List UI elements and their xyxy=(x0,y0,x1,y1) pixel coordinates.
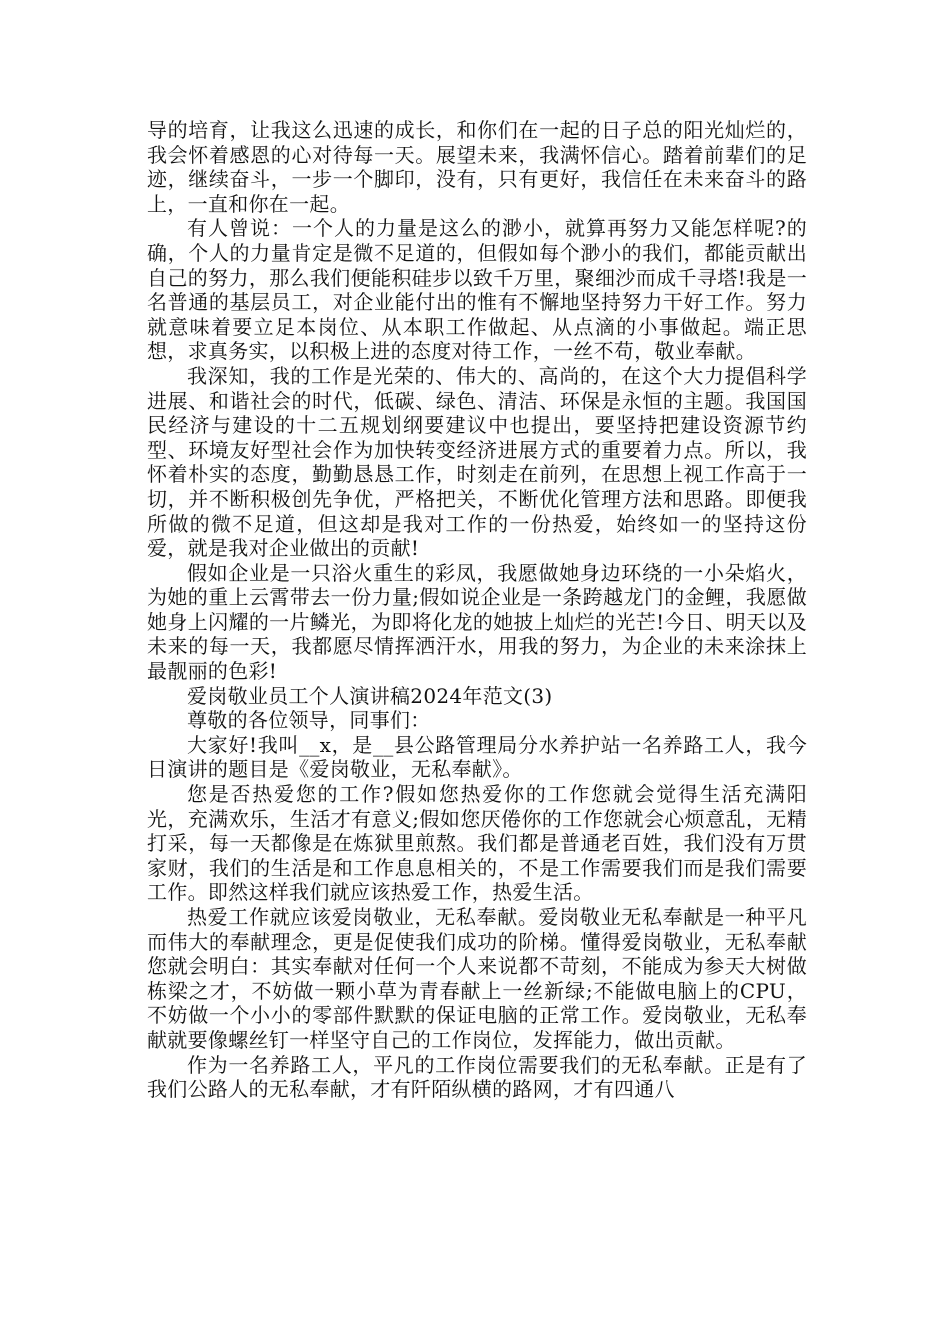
document-body xyxy=(147,118,807,1102)
paragraph: 作为一名养路工人，平凡的工作岗位需要我们的无私奉献。正是有了我们公路人的无私奉献，才有阡陌纵横的路网，才有四通八 xyxy=(147,1052,807,1102)
paragraph: 热爱工作就应该爱岗敬业，无私奉献。爱岗敬业无私奉献是一种平凡而伟大的奉献理念，更是促使我们成功的阶梯。懂得爱岗敬业，无私奉献您就会明白：其实奉献对任何一个人来说都不苛刻，不能成为参天大树做栋梁之才，不妨做一颗小草为青春献上一丝新绿;不能做电脑上的CPU，不妨做一个小小的零部件默默的保证电脑的正常工作。爱岗敬业，无私奉献就要像螺丝钉一样坚守自己的工作岗位，发挥能力，做出贡献。 xyxy=(147,905,807,1052)
paragraph-continuation: 导的培育，让我这么迅速的成长，和你们在一起的日子总的阳光灿烂的，我会怀着感恩的心对待每一天。展望未来，我满怀信心。踏着前辈们的足迹，继续奋斗，一步一个脚印，没有，只有更好，我信任在未来奋斗的路上，一直和你在一起。 xyxy=(147,118,807,216)
salutation: 尊敬的各位领导，同事们： xyxy=(187,708,431,733)
paragraph: 我深知，我的工作是光荣的、伟大的、高尚的，在这个大力提倡科学进展、和谐社会的时代，低碳、绿色、清洁、环保是永恒的主题。我国国民经济与建设的十二五规划纲要建议中也提出，要坚持把建设资源节约型、环境友好型社会作为加快转变经济进展方式的重要着力点。所以，我怀着朴实的态度，勤勤恳恳工作，时刻走在前列，在思想上视工作高于一切，并不断积极创先争优，严格把关，不断优化管理方法和思路。即便我所做的微不足道，但这却是我对工作的一份热爱，始终如一的坚持这份爱，就是我对企业做出的贡献! xyxy=(147,363,807,561)
paragraph: 假如企业是一只浴火重生的彩凤，我愿做她身边环绕的一小朵焰火，为她的重上云霄带去一份力量;假如说企业是一条跨越龙门的金鲤，我愿做她身上闪耀的一片鳞光，为即将化龙的她披上灿烂的光芒!今日、明天以及未来的每一天，我都愿尽情挥洒汗水，用我的努力，为企业的未来涂抹上最靓丽的色彩! xyxy=(147,560,807,684)
section-title: 爱岗敬业员工个人演讲稿2024年范文(3) xyxy=(187,683,553,708)
paragraph: 您是否热爱您的工作?假如您热爱你的工作您就会觉得生活充满阳光，充满欢乐，生活才有意义;假如您厌倦你的工作您就会心烦意乱，无精打采，每一天都像是在炼狱里煎熬。我们都是普通老百姓，我们没有万贯家财，我们的生活是和工作息息相关的，不是工作需要我们而是我们需要工作。即然这样我们就应该热爱工作，热爱生活。 xyxy=(147,782,807,905)
paragraph: 大家好!我叫__x，是__县公路管理局分水养护站一名养路工人，我今日演讲的题目是《爱岗敬业，无私奉献》。 xyxy=(147,732,807,782)
paragraph: 有人曾说：一个人的力量是这么的渺小，就算再努力又能怎样呢?的确，个人的力量肯定是微不足道的，但假如每个渺小的我们，都能贡献出自己的努力，那么我们便能积硅步以致千万里，聚细沙而成千寻塔!我是一名普通的基层员工，对企业能付出的惟有不懈地坚持努力干好工作。努力就意味着要立足本岗位、从本职工作做起、从点滴的小事做起。端正思想，求真务实，以积极上进的态度对待工作，一丝不苟，敬业奉献。 xyxy=(147,216,807,364)
